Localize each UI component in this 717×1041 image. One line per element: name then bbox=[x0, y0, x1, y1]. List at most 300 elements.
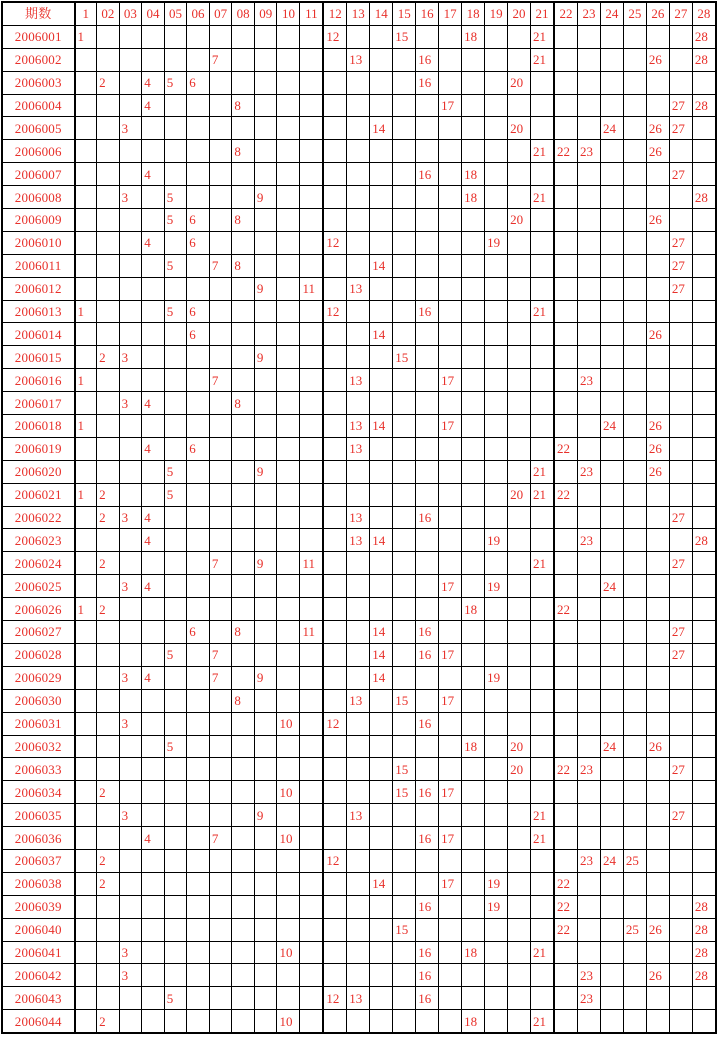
drawn-number-cell: 22 bbox=[554, 872, 577, 895]
empty-cell bbox=[577, 117, 600, 140]
empty-cell bbox=[485, 277, 508, 300]
empty-cell bbox=[508, 552, 531, 575]
drawn-number-cell: 27 bbox=[669, 94, 692, 117]
empty-cell bbox=[508, 231, 531, 254]
empty-cell bbox=[323, 506, 346, 529]
empty-cell bbox=[393, 323, 416, 346]
empty-cell bbox=[232, 941, 255, 964]
empty-cell bbox=[600, 506, 623, 529]
empty-cell bbox=[508, 598, 531, 621]
empty-cell bbox=[393, 392, 416, 415]
drawn-number-cell: 23 bbox=[577, 964, 600, 987]
drawn-number-cell: 28 bbox=[692, 25, 716, 48]
empty-cell bbox=[254, 621, 277, 644]
empty-cell bbox=[531, 781, 554, 804]
table-row bbox=[2, 163, 716, 186]
empty-cell bbox=[119, 621, 142, 644]
empty-cell bbox=[119, 987, 142, 1010]
empty-cell bbox=[554, 575, 577, 598]
empty-cell bbox=[462, 231, 485, 254]
empty-cell bbox=[508, 300, 531, 323]
empty-cell bbox=[554, 621, 577, 644]
empty-cell bbox=[623, 231, 646, 254]
drawn-number-cell: 23 bbox=[577, 987, 600, 1010]
drawn-number-cell: 23 bbox=[577, 460, 600, 483]
empty-cell bbox=[600, 827, 623, 850]
empty-cell bbox=[531, 735, 554, 758]
empty-cell bbox=[393, 209, 416, 232]
empty-cell bbox=[393, 712, 416, 735]
empty-cell bbox=[232, 964, 255, 987]
empty-cell bbox=[646, 872, 669, 895]
empty-cell bbox=[323, 529, 346, 552]
table-row bbox=[2, 804, 716, 827]
empty-cell bbox=[209, 300, 232, 323]
empty-cell bbox=[232, 163, 255, 186]
empty-cell bbox=[232, 575, 255, 598]
drawn-number-cell: 16 bbox=[416, 621, 439, 644]
empty-cell bbox=[164, 575, 187, 598]
empty-cell bbox=[300, 415, 323, 438]
drawn-number-cell: 3 bbox=[119, 666, 142, 689]
drawn-number-cell: 14 bbox=[370, 415, 393, 438]
empty-cell bbox=[416, 872, 439, 895]
period-cell: 2006044 bbox=[2, 1010, 75, 1033]
empty-cell bbox=[232, 987, 255, 1010]
empty-cell bbox=[75, 964, 97, 987]
drawn-number-cell: 12 bbox=[323, 231, 346, 254]
empty-cell bbox=[277, 186, 300, 209]
empty-cell bbox=[462, 323, 485, 346]
empty-cell bbox=[347, 460, 370, 483]
empty-cell bbox=[97, 689, 120, 712]
drawn-number-cell: 3 bbox=[119, 575, 142, 598]
drawn-number-cell: 18 bbox=[462, 735, 485, 758]
empty-cell bbox=[485, 735, 508, 758]
empty-cell bbox=[416, 666, 439, 689]
empty-cell bbox=[209, 277, 232, 300]
empty-cell bbox=[439, 987, 462, 1010]
empty-cell bbox=[323, 643, 346, 666]
empty-cell bbox=[462, 643, 485, 666]
drawn-number-cell: 28 bbox=[692, 918, 716, 941]
empty-cell bbox=[232, 506, 255, 529]
drawn-number-cell: 9 bbox=[254, 666, 277, 689]
empty-cell bbox=[577, 506, 600, 529]
empty-cell bbox=[187, 735, 210, 758]
empty-cell bbox=[97, 918, 120, 941]
empty-cell bbox=[508, 964, 531, 987]
drawn-number-cell: 16 bbox=[416, 781, 439, 804]
empty-cell bbox=[531, 163, 554, 186]
table-row bbox=[2, 529, 716, 552]
empty-cell bbox=[323, 277, 346, 300]
drawn-number-cell: 19 bbox=[485, 575, 508, 598]
empty-cell bbox=[347, 598, 370, 621]
empty-cell bbox=[370, 735, 393, 758]
empty-cell bbox=[254, 941, 277, 964]
empty-cell bbox=[370, 392, 393, 415]
empty-cell bbox=[508, 1010, 531, 1033]
empty-cell bbox=[142, 689, 165, 712]
empty-cell bbox=[347, 323, 370, 346]
empty-cell bbox=[232, 643, 255, 666]
empty-cell bbox=[554, 369, 577, 392]
empty-cell bbox=[347, 300, 370, 323]
empty-cell bbox=[439, 48, 462, 71]
empty-cell bbox=[97, 186, 120, 209]
drawn-number-cell: 1 bbox=[75, 25, 97, 48]
column-header-20: 20 bbox=[508, 2, 531, 25]
empty-cell bbox=[300, 529, 323, 552]
drawn-number-cell: 13 bbox=[347, 689, 370, 712]
drawn-number-cell: 4 bbox=[142, 575, 165, 598]
table-row bbox=[2, 643, 716, 666]
drawn-number-cell: 16 bbox=[416, 643, 439, 666]
drawn-number-cell: 18 bbox=[462, 1010, 485, 1033]
empty-cell bbox=[692, 735, 716, 758]
empty-cell bbox=[462, 872, 485, 895]
empty-cell bbox=[439, 323, 462, 346]
empty-cell bbox=[439, 712, 462, 735]
period-cell: 2006031 bbox=[2, 712, 75, 735]
empty-cell bbox=[669, 849, 692, 872]
empty-cell bbox=[75, 48, 97, 71]
empty-cell bbox=[554, 254, 577, 277]
period-cell: 2006002 bbox=[2, 48, 75, 71]
empty-cell bbox=[623, 575, 646, 598]
empty-cell bbox=[508, 186, 531, 209]
empty-cell bbox=[646, 25, 669, 48]
empty-cell bbox=[142, 48, 165, 71]
empty-cell bbox=[142, 781, 165, 804]
empty-cell bbox=[416, 415, 439, 438]
empty-cell bbox=[439, 231, 462, 254]
drawn-number-cell: 26 bbox=[646, 323, 669, 346]
empty-cell bbox=[554, 392, 577, 415]
empty-cell bbox=[97, 804, 120, 827]
empty-cell bbox=[554, 231, 577, 254]
empty-cell bbox=[187, 941, 210, 964]
empty-cell bbox=[277, 483, 300, 506]
empty-cell bbox=[164, 529, 187, 552]
empty-cell bbox=[232, 186, 255, 209]
empty-cell bbox=[485, 254, 508, 277]
empty-cell bbox=[577, 941, 600, 964]
empty-cell bbox=[485, 346, 508, 369]
drawn-number-cell: 16 bbox=[416, 964, 439, 987]
period-cell: 2006041 bbox=[2, 941, 75, 964]
empty-cell bbox=[347, 849, 370, 872]
table-row bbox=[2, 827, 716, 850]
drawn-number-cell: 13 bbox=[347, 415, 370, 438]
empty-cell bbox=[669, 689, 692, 712]
empty-cell bbox=[623, 437, 646, 460]
empty-cell bbox=[485, 140, 508, 163]
period-cell: 2006033 bbox=[2, 758, 75, 781]
empty-cell bbox=[277, 872, 300, 895]
empty-cell bbox=[97, 987, 120, 1010]
empty-cell bbox=[254, 25, 277, 48]
empty-cell bbox=[209, 758, 232, 781]
column-header-03: 03 bbox=[119, 2, 142, 25]
empty-cell bbox=[323, 918, 346, 941]
empty-cell bbox=[232, 437, 255, 460]
drawn-number-cell: 23 bbox=[577, 758, 600, 781]
empty-cell bbox=[462, 666, 485, 689]
empty-cell bbox=[254, 94, 277, 117]
empty-cell bbox=[75, 735, 97, 758]
empty-cell bbox=[209, 849, 232, 872]
empty-cell bbox=[75, 117, 97, 140]
empty-cell bbox=[254, 598, 277, 621]
drawn-number-cell: 17 bbox=[439, 369, 462, 392]
empty-cell bbox=[370, 94, 393, 117]
empty-cell bbox=[485, 712, 508, 735]
empty-cell bbox=[164, 1010, 187, 1033]
empty-cell bbox=[119, 437, 142, 460]
empty-cell bbox=[277, 918, 300, 941]
empty-cell bbox=[277, 804, 300, 827]
empty-cell bbox=[209, 689, 232, 712]
empty-cell bbox=[254, 437, 277, 460]
empty-cell bbox=[646, 71, 669, 94]
empty-cell bbox=[164, 598, 187, 621]
empty-cell bbox=[554, 117, 577, 140]
empty-cell bbox=[323, 552, 346, 575]
empty-cell bbox=[75, 872, 97, 895]
empty-cell bbox=[508, 163, 531, 186]
empty-cell bbox=[232, 735, 255, 758]
empty-cell bbox=[623, 689, 646, 712]
empty-cell bbox=[485, 71, 508, 94]
empty-cell bbox=[692, 666, 716, 689]
empty-cell bbox=[554, 186, 577, 209]
empty-cell bbox=[508, 689, 531, 712]
empty-cell bbox=[209, 346, 232, 369]
empty-cell bbox=[323, 689, 346, 712]
empty-cell bbox=[119, 48, 142, 71]
empty-cell bbox=[669, 872, 692, 895]
drawn-number-cell: 28 bbox=[692, 48, 716, 71]
empty-cell bbox=[646, 94, 669, 117]
empty-cell bbox=[209, 621, 232, 644]
empty-cell bbox=[531, 712, 554, 735]
empty-cell bbox=[393, 460, 416, 483]
empty-cell bbox=[254, 117, 277, 140]
empty-cell bbox=[347, 25, 370, 48]
empty-cell bbox=[600, 209, 623, 232]
empty-cell bbox=[623, 506, 646, 529]
empty-cell bbox=[577, 483, 600, 506]
drawn-number-cell: 28 bbox=[692, 529, 716, 552]
empty-cell bbox=[554, 941, 577, 964]
empty-cell bbox=[142, 621, 165, 644]
empty-cell bbox=[669, 666, 692, 689]
period-cell: 2006032 bbox=[2, 735, 75, 758]
period-cell: 2006040 bbox=[2, 918, 75, 941]
drawn-number-cell: 10 bbox=[277, 827, 300, 850]
empty-cell bbox=[669, 598, 692, 621]
drawn-number-cell: 9 bbox=[254, 346, 277, 369]
empty-cell bbox=[75, 231, 97, 254]
empty-cell bbox=[254, 140, 277, 163]
empty-cell bbox=[142, 895, 165, 918]
empty-cell bbox=[370, 48, 393, 71]
empty-cell bbox=[209, 918, 232, 941]
drawn-number-cell: 3 bbox=[119, 346, 142, 369]
empty-cell bbox=[97, 209, 120, 232]
drawn-number-cell: 20 bbox=[508, 758, 531, 781]
empty-cell bbox=[370, 941, 393, 964]
empty-cell bbox=[416, 140, 439, 163]
empty-cell bbox=[97, 895, 120, 918]
drawn-number-cell: 14 bbox=[370, 621, 393, 644]
empty-cell bbox=[600, 552, 623, 575]
empty-cell bbox=[508, 827, 531, 850]
empty-cell bbox=[277, 621, 300, 644]
empty-cell bbox=[323, 415, 346, 438]
empty-cell bbox=[393, 827, 416, 850]
empty-cell bbox=[300, 781, 323, 804]
period-cell: 2006005 bbox=[2, 117, 75, 140]
drawn-number-cell: 17 bbox=[439, 94, 462, 117]
empty-cell bbox=[439, 552, 462, 575]
drawn-number-cell: 18 bbox=[462, 941, 485, 964]
drawn-number-cell: 15 bbox=[393, 346, 416, 369]
period-cell: 2006042 bbox=[2, 964, 75, 987]
empty-cell bbox=[209, 323, 232, 346]
empty-cell bbox=[232, 117, 255, 140]
empty-cell bbox=[416, 94, 439, 117]
empty-cell bbox=[439, 666, 462, 689]
drawn-number-cell: 17 bbox=[439, 575, 462, 598]
empty-cell bbox=[485, 48, 508, 71]
drawn-number-cell: 14 bbox=[370, 529, 393, 552]
empty-cell bbox=[462, 849, 485, 872]
empty-cell bbox=[187, 964, 210, 987]
table-row bbox=[2, 209, 716, 232]
empty-cell bbox=[600, 300, 623, 323]
empty-cell bbox=[393, 277, 416, 300]
empty-cell bbox=[393, 48, 416, 71]
table-row bbox=[2, 781, 716, 804]
empty-cell bbox=[393, 1010, 416, 1033]
empty-cell bbox=[187, 758, 210, 781]
empty-cell bbox=[97, 643, 120, 666]
drawn-number-cell: 2 bbox=[97, 598, 120, 621]
empty-cell bbox=[142, 804, 165, 827]
drawn-number-cell: 16 bbox=[416, 895, 439, 918]
drawn-number-cell: 19 bbox=[485, 872, 508, 895]
empty-cell bbox=[347, 758, 370, 781]
empty-cell bbox=[577, 598, 600, 621]
empty-cell bbox=[277, 415, 300, 438]
empty-cell bbox=[508, 918, 531, 941]
empty-cell bbox=[300, 964, 323, 987]
empty-cell bbox=[254, 643, 277, 666]
empty-cell bbox=[277, 964, 300, 987]
empty-cell bbox=[347, 346, 370, 369]
empty-cell bbox=[669, 140, 692, 163]
empty-cell bbox=[577, 48, 600, 71]
drawn-number-cell: 12 bbox=[323, 987, 346, 1010]
empty-cell bbox=[508, 369, 531, 392]
empty-cell bbox=[669, 987, 692, 1010]
empty-cell bbox=[119, 827, 142, 850]
drawn-number-cell: 18 bbox=[462, 598, 485, 621]
table-row bbox=[2, 71, 716, 94]
empty-cell bbox=[439, 163, 462, 186]
empty-cell bbox=[254, 392, 277, 415]
empty-cell bbox=[554, 1010, 577, 1033]
empty-cell bbox=[187, 529, 210, 552]
drawn-number-cell: 21 bbox=[531, 827, 554, 850]
empty-cell bbox=[300, 323, 323, 346]
empty-cell bbox=[554, 25, 577, 48]
empty-cell bbox=[600, 25, 623, 48]
empty-cell bbox=[370, 1010, 393, 1033]
drawn-number-cell: 7 bbox=[209, 643, 232, 666]
empty-cell bbox=[75, 277, 97, 300]
column-header-11: 11 bbox=[300, 2, 323, 25]
table-row bbox=[2, 25, 716, 48]
empty-cell bbox=[300, 735, 323, 758]
empty-cell bbox=[600, 71, 623, 94]
drawn-number-cell: 18 bbox=[462, 25, 485, 48]
drawn-number-cell: 14 bbox=[370, 117, 393, 140]
empty-cell bbox=[485, 437, 508, 460]
empty-cell bbox=[277, 895, 300, 918]
empty-cell bbox=[439, 437, 462, 460]
empty-cell bbox=[232, 277, 255, 300]
empty-cell bbox=[623, 552, 646, 575]
drawn-number-cell: 28 bbox=[692, 941, 716, 964]
empty-cell bbox=[209, 1010, 232, 1033]
period-cell: 2006021 bbox=[2, 483, 75, 506]
drawn-number-cell: 5 bbox=[164, 735, 187, 758]
empty-cell bbox=[416, 1010, 439, 1033]
period-cell: 2006038 bbox=[2, 872, 75, 895]
column-header-14: 14 bbox=[370, 2, 393, 25]
empty-cell bbox=[347, 827, 370, 850]
empty-cell bbox=[554, 415, 577, 438]
drawn-number-cell: 16 bbox=[416, 987, 439, 1010]
table-row bbox=[2, 186, 716, 209]
empty-cell bbox=[462, 895, 485, 918]
empty-cell bbox=[164, 895, 187, 918]
empty-cell bbox=[370, 712, 393, 735]
empty-cell bbox=[577, 1010, 600, 1033]
empty-cell bbox=[600, 346, 623, 369]
empty-cell bbox=[75, 758, 97, 781]
empty-cell bbox=[600, 231, 623, 254]
empty-cell bbox=[577, 781, 600, 804]
empty-cell bbox=[462, 94, 485, 117]
drawn-number-cell: 3 bbox=[119, 804, 142, 827]
drawn-number-cell: 15 bbox=[393, 781, 416, 804]
drawn-number-cell: 27 bbox=[669, 506, 692, 529]
empty-cell bbox=[531, 437, 554, 460]
empty-cell bbox=[300, 254, 323, 277]
empty-cell bbox=[692, 827, 716, 850]
empty-cell bbox=[75, 323, 97, 346]
empty-cell bbox=[646, 1010, 669, 1033]
drawn-number-cell: 26 bbox=[646, 437, 669, 460]
empty-cell bbox=[577, 804, 600, 827]
empty-cell bbox=[277, 575, 300, 598]
empty-cell bbox=[187, 460, 210, 483]
